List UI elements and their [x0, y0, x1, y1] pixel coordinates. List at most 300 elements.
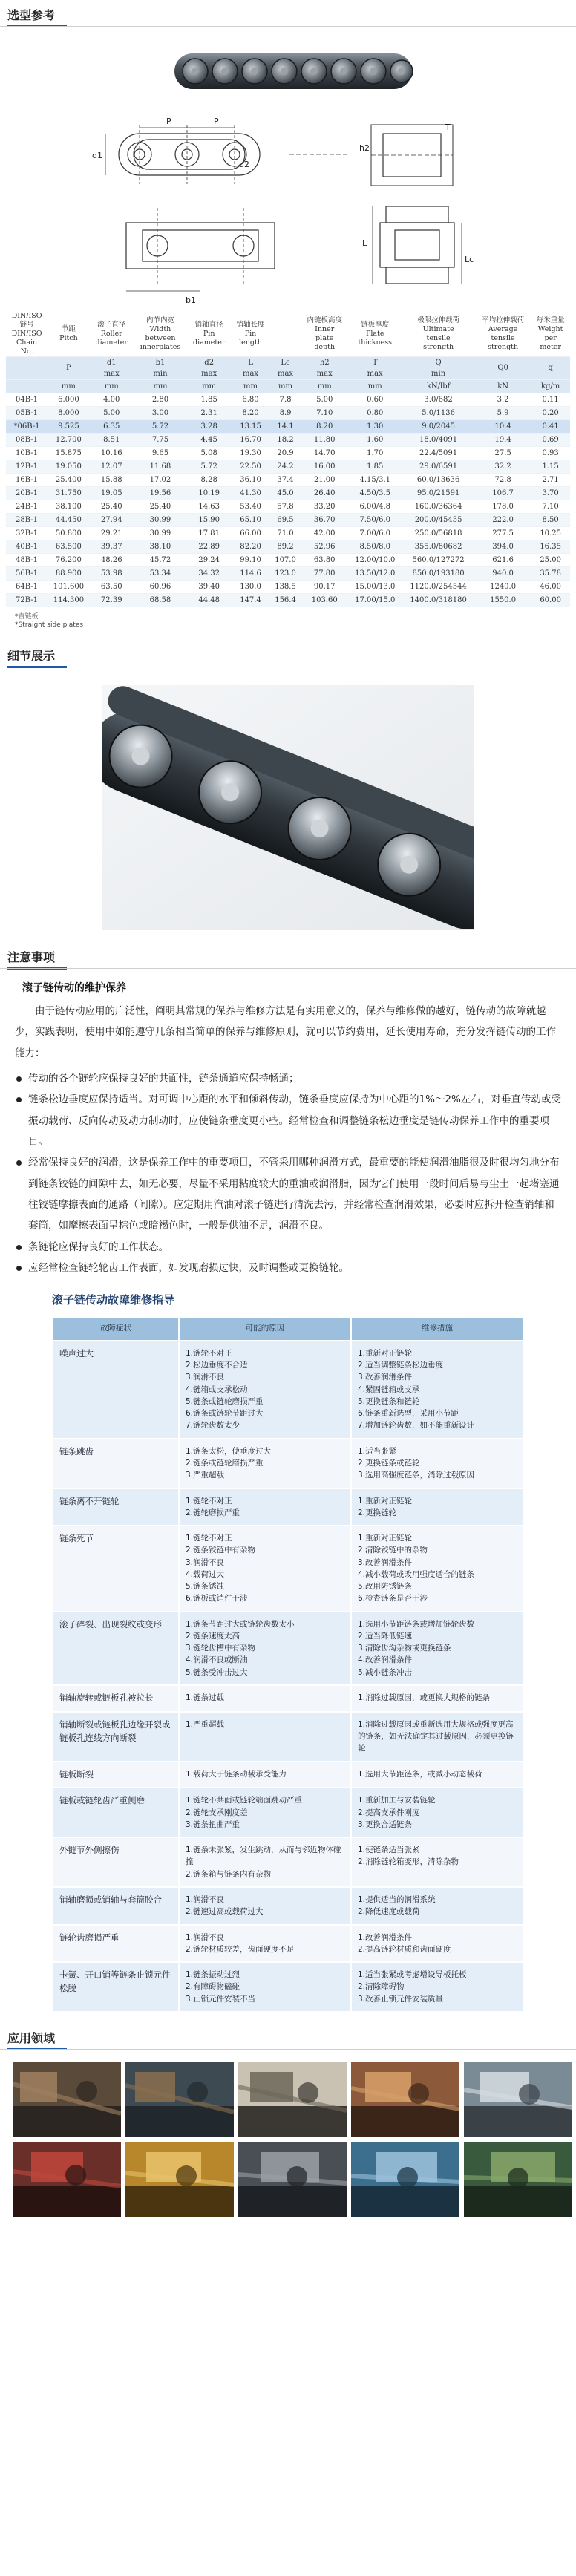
spec-cell: 19.050 [48, 460, 90, 473]
fault-header-cause: 可能的原因 [179, 1317, 351, 1341]
spec-cell: 72.8 [475, 473, 531, 486]
spec-cell: 极限拉伸载荷 Ultimate tensile strength [402, 312, 475, 356]
spec-cell: 156.4 [270, 593, 301, 607]
fault-cause-item: 2.链轮磨损严重 [186, 1508, 240, 1517]
spec-cell: 平均拉伸载荷 Average tensile strength [475, 312, 531, 356]
spec-cell: 25.40 [90, 500, 134, 513]
fault-symptom: 卡簧、开口销等链条止锁元件松脱 [53, 1962, 179, 2012]
spec-cell: 5.00 [90, 406, 134, 419]
fault-row [53, 1488, 523, 1526]
spec-cell: 101.600 [48, 580, 90, 593]
spec-cell: 12.07 [90, 460, 134, 473]
spec-cell: 4.45 [187, 433, 231, 446]
spec-cell: 18.2 [270, 433, 301, 446]
fault-fixes [351, 1925, 523, 1963]
spec-cell: 22.89 [187, 540, 231, 553]
fault-fix-item: 2.清除障碍物 [358, 1982, 405, 1992]
spec-cell: 28B-1 [6, 513, 48, 526]
fault-fix-item: 3.更换合适链条 [358, 1820, 413, 1829]
spec-cell: 24B-1 [6, 500, 48, 513]
spec-cell: d2 max [187, 356, 231, 379]
fault-fix-item: 2.提高支承件刚度 [358, 1808, 420, 1817]
spec-cell: 05B-1 [6, 406, 48, 419]
spec-cell [270, 312, 301, 356]
spec-cell: 89.2 [270, 540, 301, 553]
spec-cell: 7.8 [270, 393, 301, 406]
spec-cell: 46.00 [531, 580, 570, 593]
maintenance-item: 条链轮应保持良好的工作状态。 [15, 1237, 561, 1258]
fault-fix-item: 1.重新对正链轮 [358, 1534, 413, 1543]
spec-cell: Q0 [475, 356, 531, 379]
assembly-line-icon [464, 2142, 572, 2217]
spec-cell: q [531, 356, 570, 379]
spec-cell: 25.00 [531, 553, 570, 566]
spec-cell: 53.40 [231, 500, 270, 513]
spec-cell: Lc max [270, 356, 301, 379]
spec-data-row [6, 419, 570, 433]
fault-fix-item: 1.适当张紧 [358, 1446, 397, 1456]
spec-cell: 53.98 [90, 566, 134, 580]
fault-row [53, 1887, 523, 1925]
spec-cell: 1.70 [348, 446, 402, 460]
spec-cell: 1550.0 [475, 593, 531, 607]
spec-cell: 5.08 [187, 446, 231, 460]
section-title-applications: 应用领域 [0, 2027, 576, 2051]
spec-cell: 0.60 [348, 393, 402, 406]
fault-cause-item: 1.链条太松，使垂度过大 [186, 1446, 272, 1456]
spec-cell: b1 min [134, 356, 187, 379]
spec-cell: 节距 Pitch [48, 312, 90, 356]
spec-cell: 16.00 [301, 460, 348, 473]
spec-cell: 56B-1 [6, 566, 48, 580]
spec-cell: 63.80 [301, 553, 348, 566]
maintenance-item: 应经常检查链轮轮齿工作表面，如发现磨损过快，及时调整或更换链轮。 [15, 1258, 561, 1278]
fault-cause-item: 2.链轮材质较差，齿面硬度不足 [186, 1944, 295, 1954]
spec-cell: 69.5 [270, 513, 301, 526]
spec-cell: 11.68 [134, 460, 187, 473]
spec-cell: 3.2 [475, 393, 531, 406]
spec-cell: 65.10 [231, 513, 270, 526]
spec-cell: 114.300 [48, 593, 90, 607]
spec-cell: 26.40 [301, 486, 348, 500]
spec-cell: 15.88 [90, 473, 134, 486]
fault-symptom: 链条离不开链轮 [53, 1488, 179, 1526]
spec-cell: 29.24 [187, 553, 231, 566]
spec-cell: 0.20 [531, 406, 570, 419]
fault-fix-item: 4.改善润滑条件 [358, 1655, 413, 1665]
spec-cell: 39.37 [90, 540, 134, 553]
fault-fixes [351, 1612, 523, 1685]
maintenance-list [15, 1068, 561, 1278]
spec-cell: 99.10 [231, 553, 270, 566]
spec-cell: 1.15 [531, 460, 570, 473]
fault-fixes [351, 1762, 523, 1788]
fault-fix-item: 1.重新对正链轮 [358, 1496, 413, 1506]
spec-cell: 8.50/8.0 [348, 540, 402, 553]
spec-cell: 138.5 [270, 580, 301, 593]
spec-cell: mm [48, 379, 90, 393]
spec-cell: 5.72 [134, 419, 187, 433]
spec-cell: 621.6 [475, 553, 531, 566]
spec-cell: 内节内宽 Width between innerplates [134, 312, 187, 356]
fault-row [53, 1762, 523, 1788]
fault-cause-item: 3.润滑不良 [186, 1373, 225, 1382]
spec-data-row [6, 526, 570, 540]
spec-cell: 394.0 [475, 540, 531, 553]
spec-cell: 34.32 [187, 566, 231, 580]
fault-causes [179, 1762, 351, 1788]
spec-cell [6, 379, 48, 393]
fault-cause-item: 2.链轮支承刚度差 [186, 1808, 248, 1817]
spec-cell: 15.875 [48, 446, 90, 460]
escalator-steps-icon [351, 2142, 459, 2217]
fault-cause-item: 7.链轮齿数太少 [186, 1421, 240, 1431]
spec-data-row [6, 566, 570, 580]
fault-causes [179, 1526, 351, 1612]
dim-label-b1: b1 [186, 295, 196, 305]
fault-fix-item: 6.检查链条是否干涉 [358, 1594, 428, 1604]
spec-cell: 123.0 [270, 566, 301, 580]
spec-header-row [6, 312, 570, 356]
fault-cause-item: 1.载荷大于链条动载承受能力 [186, 1769, 287, 1779]
spec-cell: 76.200 [48, 553, 90, 566]
fault-fixes [351, 1341, 523, 1439]
maintenance-section [0, 970, 576, 1278]
spec-cell: 200.0/45455 [402, 513, 475, 526]
spec-cell: 7.00/6.0 [348, 526, 402, 540]
spec-cell: 25.400 [48, 473, 90, 486]
fault-table-title: 滚子链传动故障维修指导 [52, 1293, 175, 1307]
application-photo-harvester-machine [125, 2142, 234, 2217]
fault-fix-item: 3.清除齿沟杂物或更换链条 [358, 1644, 451, 1653]
spec-cell: 940.0 [475, 566, 531, 580]
spec-cell: 48.26 [90, 553, 134, 566]
spec-cell: 25.40 [134, 500, 187, 513]
spec-cell: 2.71 [531, 473, 570, 486]
fault-cause-item: 3.止锁元件安装不当 [186, 1994, 256, 2004]
fault-symptom: 销轴磨损或销轴与套筒胶合 [53, 1887, 179, 1925]
fault-symptom: 滚子碎裂、出现裂纹或变形 [53, 1612, 179, 1685]
section-title-selection: 选型参考 [0, 4, 576, 28]
fault-cause-item: 1.链条过载 [186, 1693, 225, 1702]
spec-cell: 41.30 [231, 486, 270, 500]
maintenance-item: 传动的各个链轮应保持良好的共面性，链条通道应保持畅通； [15, 1068, 561, 1089]
maintenance-intro: 由于链传动应用的广泛性，阐明其常规的保养与维修方法是有实用意义的，保养与维修做的越好，链传动的故障就越少，实践表明，使用中如能遵守几条相当简单的保养与维修原则，就可以节约费用，延长使用寿命，充分发挥链传动的工作能力： [15, 1004, 556, 1059]
spec-cell: 0.11 [531, 393, 570, 406]
spec-cell: 14.63 [187, 500, 231, 513]
dim-label-p2: P [214, 117, 219, 126]
spec-cell: 130.0 [231, 580, 270, 593]
spec-cell: 21.00 [301, 473, 348, 486]
spec-cell: 6.35 [90, 419, 134, 433]
fault-cause-item: 5.链条锈蚀 [186, 1582, 225, 1592]
fault-causes [179, 1887, 351, 1925]
spec-table [6, 312, 570, 607]
spec-cell: 13.15 [231, 419, 270, 433]
fault-cause-item: 6.链条或链轮节距过大 [186, 1409, 264, 1419]
fault-fix-item: 2.提高链轮材质和齿面硬度 [358, 1944, 451, 1954]
fault-fix-item: 5.改用防锈链条 [358, 1582, 413, 1592]
fault-fix-item: 1.重新加工与安装链轮 [358, 1796, 436, 1805]
spec-cell: 14.70 [301, 446, 348, 460]
spec-cell: L max [231, 356, 270, 379]
fault-fix-item: 7.增加链轮齿数，如不能重新设计 [358, 1421, 475, 1431]
spec-cell: 45.72 [134, 553, 187, 566]
spec-cell: 19.56 [134, 486, 187, 500]
dim-label-t: T [445, 122, 451, 132]
spec-cell: 32B-1 [6, 526, 48, 540]
fault-symptom: 链条死节 [53, 1526, 179, 1612]
spec-data-row [6, 473, 570, 486]
spec-cell: 5.72 [187, 460, 231, 473]
spec-cell: 0.93 [531, 446, 570, 460]
spec-cell: DIN/ISO 链号 DIN/ISO Chain No. [6, 312, 48, 356]
fault-symptom: 销轴旋转或链板孔被拉长 [53, 1685, 179, 1712]
application-photo-drive-chain [238, 2142, 347, 2217]
section-title-cautions: 注意事项 [0, 947, 576, 970]
spec-cell: 7.10 [301, 406, 348, 419]
spec-cell: 17.00/15.0 [348, 593, 402, 607]
spec-cell: 8.51 [90, 433, 134, 446]
spec-cell: 42.00 [301, 526, 348, 540]
spec-cell: 114.6 [231, 566, 270, 580]
fault-fix-item: 2.清除铰链中的杂物 [358, 1546, 428, 1555]
maintenance-item: 经常保持良好的润滑，这是保养工作中的重要项目，不管采用哪种润滑方式，最重要的能使润滑油脂很及时很均匀地分布到链条铰链的间隙中去，如无必要，尽量不采用粘度较大的重油或润滑脂，因为它们使用一段时间后易与尘土一起堵塞通往铰链摩擦表面的通路（间隙）。应定期用汽油对滚子链进行清洗去污，并经常检查润滑效果，必要时应拆开检查销轴和套筒，如摩擦表面呈棕色或暗褐色时，一般是供油不足，润滑不良。 [15, 1152, 561, 1236]
spec-cell: 44.48 [187, 593, 231, 607]
spec-cell: 3.28 [187, 419, 231, 433]
spec-cell: 10.16 [90, 446, 134, 460]
industrial-plant-icon [464, 2062, 572, 2137]
spec-cell: kg/m [531, 379, 570, 393]
spec-cell: 27.94 [90, 513, 134, 526]
spec-cell: 29.21 [90, 526, 134, 540]
chain-diagram [0, 31, 576, 304]
spec-cell: mm [301, 379, 348, 393]
fault-cause-item: 2.松边垂度不合适 [186, 1361, 248, 1370]
spec-cell: 销轴长度 Pin length [231, 312, 270, 356]
application-photo-escalator-steps [351, 2142, 459, 2217]
spec-data-row [6, 513, 570, 526]
conveyor-line-icon [238, 2062, 347, 2137]
spec-cell: 8.28 [187, 473, 231, 486]
spec-cell: 57.8 [270, 500, 301, 513]
spec-cell: 90.17 [301, 580, 348, 593]
spec-cell: 8.20 [301, 419, 348, 433]
fault-cause-item: 2.链速过高或载荷过大 [186, 1907, 264, 1917]
spec-cell: 20B-1 [6, 486, 48, 500]
spec-cell: 3.00 [134, 406, 187, 419]
spec-cell: 19.4 [475, 433, 531, 446]
dim-label-d2: d2 [239, 160, 249, 169]
fault-cause-item: 1.严重超载 [186, 1719, 225, 1729]
spec-cell: 08B-1 [6, 433, 48, 446]
fault-cause-item: 6.链板或销件干涉 [186, 1594, 248, 1604]
fault-row [53, 1788, 523, 1837]
spec-cell: 178.0 [475, 500, 531, 513]
spec-cell: 8.50 [531, 513, 570, 526]
spec-unit-row [6, 379, 570, 393]
fault-cause-item: 1.链轮不共面或链轮端面跳动严重 [186, 1796, 303, 1805]
spec-cell: mm [134, 379, 187, 393]
fault-fix-item: 1.选用大节距链条，或减小动态载荷 [358, 1769, 482, 1779]
spec-cell: 355.0/80682 [402, 540, 475, 553]
application-photo-conveyor-line [238, 2062, 347, 2137]
spec-cell: 12.00/10.0 [348, 553, 402, 566]
footnote-zh: *直链板 [15, 612, 39, 621]
spec-cell: 33.20 [301, 500, 348, 513]
spec-cell: h2 max [301, 356, 348, 379]
fault-fix-item: 1.选用小节距链条或增加链轮齿数 [358, 1619, 475, 1629]
spec-cell: 37.4 [270, 473, 301, 486]
fault-fix-item: 1.消除过载原因或重新选用大规格或强度更高的链条，如无法确定其过载原因，必须更换链轮 [358, 1719, 514, 1753]
fault-fix-item: 2.消除链轮箱变形，清除杂物 [358, 1857, 459, 1867]
spec-data-row [6, 580, 570, 593]
spec-cell: 04B-1 [6, 393, 48, 406]
fault-causes [179, 1341, 351, 1439]
spec-cell: 72.39 [90, 593, 134, 607]
spec-cell: 17.81 [187, 526, 231, 540]
spec-cell: 15.00/13.0 [348, 580, 402, 593]
spec-cell: 0.69 [531, 433, 570, 446]
spec-cell: 12B-1 [6, 460, 48, 473]
spec-cell: 10.4 [475, 419, 531, 433]
spec-cell: 1.30 [348, 419, 402, 433]
spec-cell: 8.9 [270, 406, 301, 419]
fault-fix-item: 1.适当张紧或考虑增设导板托板 [358, 1970, 467, 1980]
spec-cell: 60.00 [531, 593, 570, 607]
fault-fix-item: 1.提供适当的润滑系统 [358, 1895, 436, 1904]
spec-cell: mm [90, 379, 134, 393]
fault-cause-item: 1.润滑不良 [186, 1932, 225, 1942]
spec-cell: kN [475, 379, 531, 393]
drive-chain-icon [238, 2142, 347, 2217]
spec-cell: mm [270, 379, 301, 393]
section-title-details: 细节展示 [0, 645, 576, 669]
spec-cell: 内链板高度 Inner plate depth [301, 312, 348, 356]
spec-cell: 16B-1 [6, 473, 48, 486]
spec-cell: 19.05 [90, 486, 134, 500]
spec-cell: 3.0/682 [402, 393, 475, 406]
dim-label-h2: h2 [359, 143, 370, 153]
fault-fix-item: 3.改善润滑条件 [358, 1373, 413, 1382]
escalator-chain-icon [13, 2062, 121, 2137]
factory-machinery-icon [125, 2062, 234, 2137]
spec-cell: 7.75 [134, 433, 187, 446]
spec-cell: 32.2 [475, 460, 531, 473]
fault-fix-item: 1.改善润滑条件 [358, 1932, 413, 1942]
spec-cell: 48B-1 [6, 553, 48, 566]
spec-cell: 77.80 [301, 566, 348, 580]
harvester-machine-icon [125, 2142, 234, 2217]
fault-fix-item: 6.链条重新选型，采用小节距 [358, 1409, 459, 1419]
spec-cell: 29.0/6591 [402, 460, 475, 473]
spec-cell: 12.700 [48, 433, 90, 446]
spec-symbol-row [6, 356, 570, 379]
fault-symptom: 销轴断裂或链板孔边缘开裂或链板孔连线方向断裂 [53, 1712, 179, 1762]
fault-symptom: 外链节外侧擦伤 [53, 1837, 179, 1887]
spec-cell: 40B-1 [6, 540, 48, 553]
fault-fixes [351, 1712, 523, 1762]
fault-cause-item: 4.链箱或支承松动 [186, 1385, 248, 1394]
spec-cell: 64B-1 [6, 580, 48, 593]
spec-cell: 1120.0/254544 [402, 580, 475, 593]
spec-cell: 6.000 [48, 393, 90, 406]
fault-fix-item: 5.减小链条冲击 [358, 1667, 413, 1677]
fault-causes [179, 1712, 351, 1762]
spec-cell: 滚子直径 Roller diameter [90, 312, 134, 356]
spec-cell: 1240.0 [475, 580, 531, 593]
spec-cell: 63.500 [48, 540, 90, 553]
fault-causes [179, 1925, 351, 1963]
spec-cell: 7.50/6.0 [348, 513, 402, 526]
spec-cell: P [48, 356, 90, 379]
spec-cell: 每米重量 Weight per meter [531, 312, 570, 356]
spec-cell: 36.70 [301, 513, 348, 526]
spec-cell: Q min [402, 356, 475, 379]
spec-cell: 66.00 [231, 526, 270, 540]
application-photo-escalator-chain [13, 2062, 121, 2137]
spec-data-row [6, 486, 570, 500]
dim-label-lc: Lc [465, 255, 474, 264]
spec-cell: 17.02 [134, 473, 187, 486]
spec-data-row [6, 406, 570, 419]
application-gallery [0, 2051, 576, 2217]
spec-cell: 2.31 [187, 406, 231, 419]
fault-row [53, 1439, 523, 1488]
spec-cell: mm [187, 379, 231, 393]
spec-cell: 71.0 [270, 526, 301, 540]
fault-cause-item: 3.润滑不良 [186, 1557, 225, 1567]
spec-cell: 63.50 [90, 580, 134, 593]
spec-cell: 9.65 [134, 446, 187, 460]
fault-fixes [351, 1962, 523, 2012]
fault-fix-item: 3.改善止锁元件安装质量 [358, 1994, 444, 2004]
spec-cell: 27.5 [475, 446, 531, 460]
fault-fixes [351, 1837, 523, 1887]
spec-footnotes [0, 607, 576, 630]
spec-cell: 8.20 [231, 406, 270, 419]
motorcycle-chain-icon [13, 2142, 121, 2217]
spec-cell: 18.0/4091 [402, 433, 475, 446]
spec-cell: 7.10 [531, 500, 570, 513]
dim-label-p1: P [166, 117, 171, 126]
fault-symptom: 链板断裂 [53, 1762, 179, 1788]
application-photo-industrial-plant [464, 2062, 572, 2137]
fault-causes [179, 1962, 351, 2012]
spec-cell: 45.0 [270, 486, 301, 500]
fault-symptom: 噪声过大 [53, 1341, 179, 1439]
fault-fixes [351, 1526, 523, 1612]
spec-cell: 38.100 [48, 500, 90, 513]
spec-cell: 24.2 [270, 460, 301, 473]
spec-cell: mm [231, 379, 270, 393]
application-photo-motorcycle-chain [13, 2142, 121, 2217]
spec-cell: 11.80 [301, 433, 348, 446]
fault-cause-item: 1.链轮不对正 [186, 1496, 232, 1506]
spec-cell: mm [348, 379, 402, 393]
spec-data-row [6, 540, 570, 553]
fault-cause-item: 1.链轮不对正 [186, 1348, 232, 1358]
spec-cell: 4.00 [90, 393, 134, 406]
spec-cell: 82.20 [231, 540, 270, 553]
spec-cell: 1.60 [348, 433, 402, 446]
spec-cell: 13.50/12.0 [348, 566, 402, 580]
fault-symptom: 链条跳齿 [53, 1439, 179, 1488]
spec-cell: 60.0/13636 [402, 473, 475, 486]
fault-cause-item: 1.链条未张紧，发生跳动，从而与邻近物体碰撞 [186, 1846, 341, 1867]
fault-fix-item: 4.减小载荷或改用强度适合的链条 [358, 1569, 475, 1579]
spec-cell: *06B-1 [6, 419, 48, 433]
